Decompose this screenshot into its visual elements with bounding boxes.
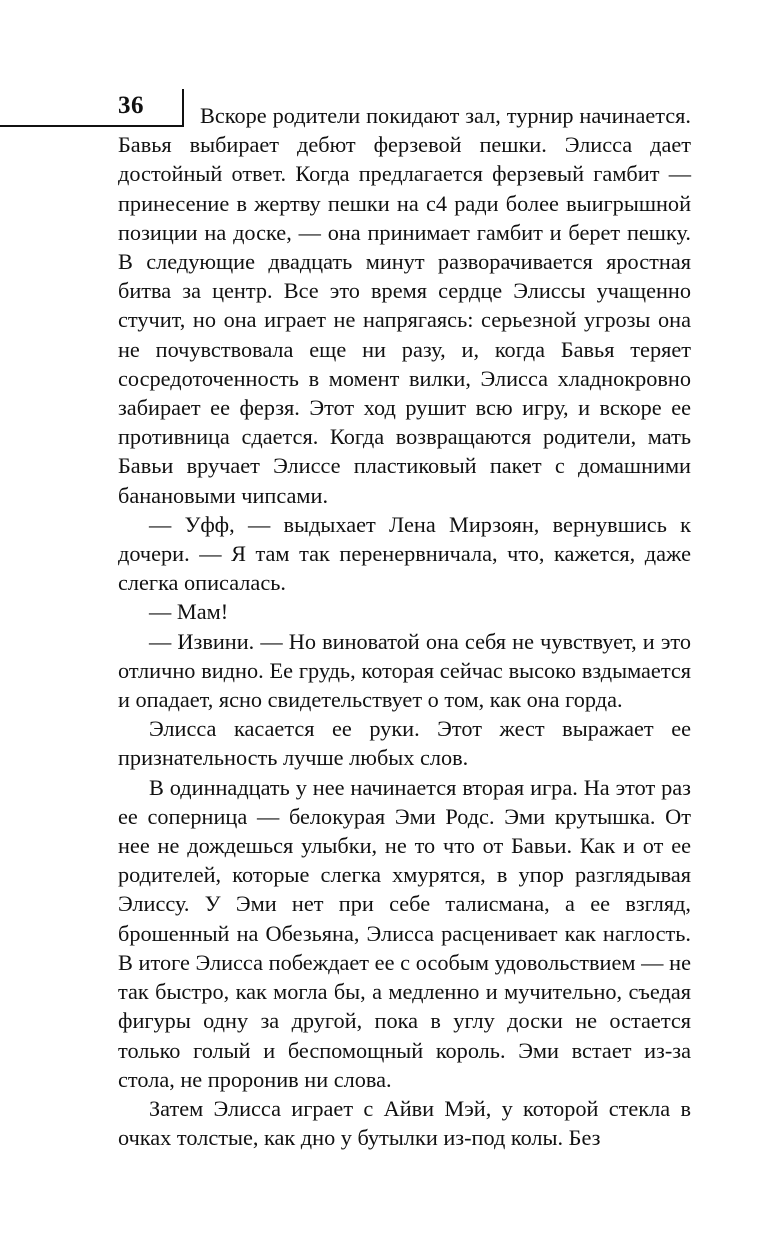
paragraph: — Уфф, — выдыхает Лена Мирзоян, вернувшись к дочери. — Я там так перенервничала, что, кажется, даже слегка описалась.	[118, 511, 691, 596]
paragraph: Элисса касается ее руки. Этот жест выражает ее признательность лучше любых слов.	[118, 716, 691, 771]
paragraph: Вскоре родители покидают зал, турнир начинается. Бавья выбирает дебют ферзевой пешки. Элисса дает достойный ответ. Когда предлагается ферзевый гамбит — принесение в жертву пешки на с4 ради более выигрышной позиции на доске, — она принимает гамбит и берет пешку. В следующие двадцать минут разворачивается яростная битва за центр. Все это время сердце Элиссы учащенно стучит, но она играет не напрягаясь: серьезной угрозы она не почувствовала еще ни разу, и, когда Бавья теряет сосредоточенность в момент вилки, Элисса хладнокровно забирает ее ферзя. Этот ход рушит всю игру, и вскоре ее противница сдается. Когда возвращаются родители, мать Бавьи вручает Элиссе пластиковый пакет с домашними банановыми чипсами.	[118, 103, 691, 508]
paragraph: — Мам!	[149, 599, 229, 625]
paragraph: — Извини. — Но виноватой она себя не чувствует, и это отлично видно. Ее грудь, которая сейчас высоко вздымается и опадает, ясно свидетельствует о том, как она горда.	[118, 628, 691, 713]
body-text	[118, 101, 691, 1152]
page-number: 36	[118, 92, 144, 119]
paragraph: В одиннадцать у нее начинается вторая игра. На этот раз ее соперница — белокурая Эми Родс. Эми крутышка. От нее не дождешься улыбки, не то что от Бавьи. Как и от ее родителей, которые слегка хмурятся, в упор разглядывая Элиссу. У Эми нет при себе талисмана, а ее взгляд, брошенный на Обезьяна, Элисса расценивает как наглость. В итоге Элисса побеждает ее с особым удовольствием — не так быстро, как могла бы, а медленно и мучительно, съедая фигуры одну за другой, пока в углу доски не остается только голый и беспомощный король. Эми встает из-за стола, не проронив ни слова.	[118, 774, 691, 1092]
paragraph: Затем Элисса играет с Айви Мэй, у которой стекла в очках толстые, как дно у бутылки из-под колы. Без	[118, 1095, 691, 1151]
